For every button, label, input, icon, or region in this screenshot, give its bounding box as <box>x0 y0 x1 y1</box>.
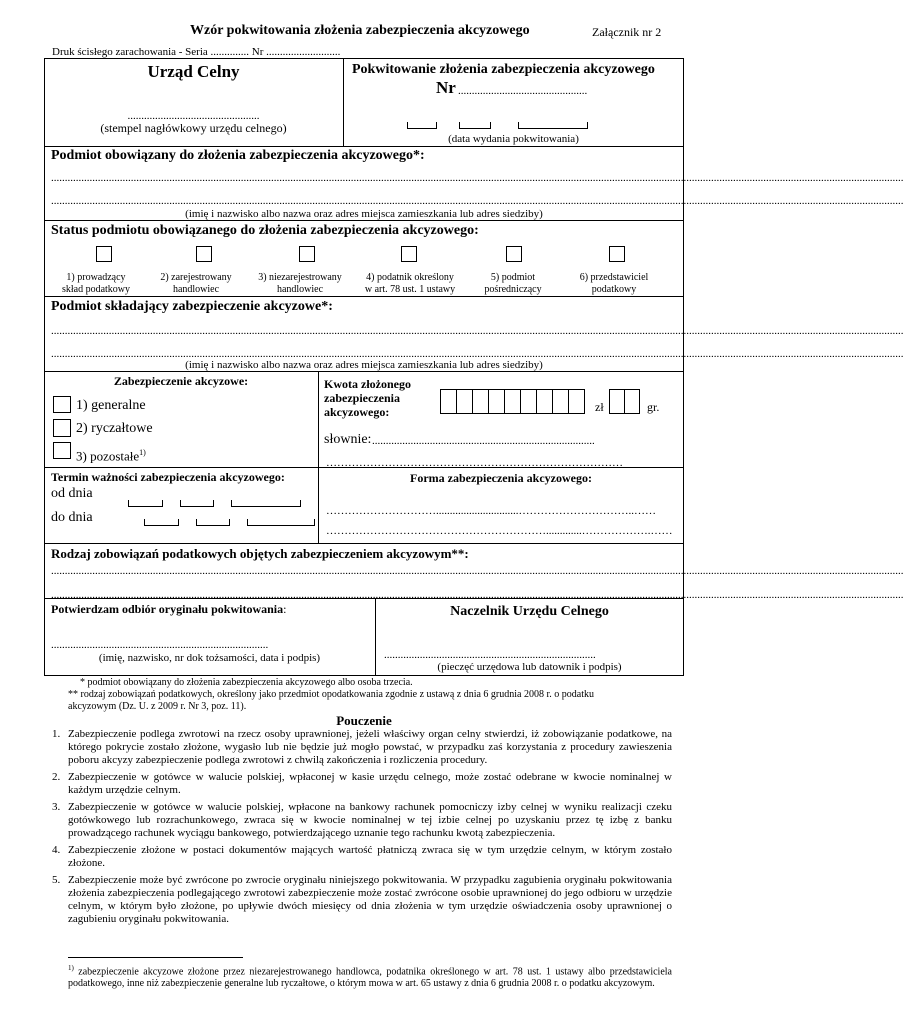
footnote: $^{1)}$ zabezpieczenie akcyzowe złożone przez niezarejestrowanego handlowca, podatnika określonego w art. 78 ust. 1 ustawy albo przedstawiciela podatkowego, inne niż zabezpieczenie generalne lub ryczałtowe, o którym mowa w art. 65 ustawy z dnia 6 grudnia 2008 r. o podatku akcyzowym. <box>68 964 672 990</box>
from-year-box[interactable] <box>231 500 301 507</box>
submitter-caption: (imię i nazwisko albo nazwa oraz adres miejsca zamieszkania lub adres siedziby) <box>185 359 543 371</box>
chief-title: Naczelnik Urzędu Celnego <box>450 604 609 619</box>
date-month-box[interactable] <box>459 122 491 129</box>
status-checkbox-6[interactable] <box>609 246 625 262</box>
pouczenie-item: 1. Zabezpieczenie podlega zwrotowi na rzecz osoby uprawnionej, jeżeli właściwy organ celny stwierdzi, iż zobowiązanie podatkowe, na którego pokrycie zostało złożone, wygasło lub nie będzie już mogło powstać, w przypadku zaś korzystania z procedury zawieszenia poboru akcyzy zabezpieczenie podlega zwrotowi z chwilą zakończenia i rozliczenia procedury. <box>52 728 672 766</box>
obligations-line-2[interactable]: ...................................................................................................................................................................................................................................................................................................................... <box>51 589 904 601</box>
confirm-caption: (imię, nazwisko, nr dok tożsamości, data i podpis) <box>98 652 321 664</box>
status-option-5: 5) podmiot pośredniczący <box>484 272 542 295</box>
status-checkbox-1[interactable] <box>96 246 112 262</box>
status-option-6: 6) przedstawiciel podatkowy <box>579 272 649 295</box>
from-month-box[interactable] <box>180 500 214 507</box>
validity-title: Termin ważności zabezpieczenia akcyzowego: <box>51 470 285 484</box>
divider <box>44 467 684 468</box>
validity-from-label: od dnia <box>51 486 93 501</box>
form-line-1[interactable]: …………………………..............................…………………………..…… <box>326 505 656 517</box>
pouczenie-title: Pouczenie <box>336 713 392 728</box>
annex-label: Załącznik nr 2 <box>592 25 662 39</box>
divider <box>44 146 684 147</box>
security-checkbox-lump[interactable] <box>53 419 71 437</box>
divider <box>44 296 684 297</box>
to-month-box[interactable] <box>196 519 230 526</box>
zl-label: zł <box>595 400 604 414</box>
footnote-separator <box>68 957 243 958</box>
status-checkbox-2[interactable] <box>196 246 212 262</box>
note-asterisk: * podmiot obowiązany do złożenia zabezpieczenia akcyzowego albo osoba trzecia. <box>80 677 413 688</box>
obligated-line-2[interactable]: ...................................................................................................................................................................................................................................................................................................................... <box>51 195 904 207</box>
divider <box>44 220 684 221</box>
confirm-title: Potwierdzam odbiór oryginału pokwitowania: <box>51 602 287 616</box>
pouczenie-item: 5. Zabezpieczenie może być zwrócone po zwrocie oryginału niniejszego pokwitowania. W przypadku zagubienia oryginału pokwitowania złożenia zabezpieczenia podlegającego zwrotowi zabezpieczenie może zostać zwrócone osobie uprawnionej do jego odbioru w urzędzie celnym, w którym było złożone, po upływie dwóch miesięcy od dnia złożenia w tym urzędzie oświadczenia osoby uprawnionej o zagubieniu oryginału pokwitowania. <box>52 874 672 925</box>
security-title: Zabezpieczenie akcyzowe: <box>113 374 249 388</box>
status-option-3: 3) niezarejestrowany handlowiec <box>258 272 342 295</box>
form-line-2[interactable]: …………………………………………………….............……………….…… <box>326 525 673 537</box>
security-option-other: 3) pozostałe$^{1)}$ <box>76 448 146 464</box>
date-day-box[interactable] <box>407 122 437 129</box>
security-option-lump: 2) ryczałtowe <box>76 421 153 436</box>
amount-words-field-2[interactable]: ……………………………………………………………………… <box>326 457 623 469</box>
obligated-title: Podmiot obowiązany do złożenia zabezpieczenia akcyzowego*: <box>51 148 425 163</box>
amount-gr-cells[interactable] <box>609 389 639 414</box>
pouczenie-item: 3. Zabezpieczenie w gotówce w walucie polskiej, wpłacone na bankowy rachunek pomocniczy izby celnej w wyniku realizacji czeku gotówkowego lub rozrachunkowego, zwraca się w kwocie nominalnej w tej izbie celnej po uzyskaniu przez tę izbę z banku prowadzącego rachunek wyciągu bankowego, potwierdzającego uznanie tego rachunku kwotą zabezpieczenia. <box>52 801 672 839</box>
receipt-nr-label: Nr <box>436 78 456 97</box>
obligations-line-1[interactable]: ...................................................................................................................................................................................................................................................................................................................... <box>51 565 904 577</box>
from-day-box[interactable] <box>128 500 163 507</box>
submitter-line-1[interactable]: ...................................................................................................................................................................................................................................................................................................................... <box>51 325 904 337</box>
status-option-2: 2) zarejestrowany handlowiec <box>160 272 232 295</box>
stamp-caption: (stempel nagłówkowy urzędu celnego) <box>100 121 287 135</box>
confirm-signature-field[interactable]: ............................................................................... <box>51 639 269 651</box>
amount-title: Kwota złożonego zabezpieczenia akcyzowego: <box>324 377 411 419</box>
date-year-box[interactable] <box>518 122 588 129</box>
note-double-asterisk: ** rodzaj zobowiązań podatkowych, określony jako przedmiot opodatkowania zgodnie z ustawą z dnia 6 grudnia 2008 r. o podatku <box>68 689 594 700</box>
validity-to-label: do dnia <box>51 510 93 525</box>
obligated-caption: (imię i nazwisko albo nazwa oraz adres miejsca zamieszkania lub adres siedziby) <box>185 208 543 220</box>
obligations-title: Rodzaj zobowiązań podatkowych objętych zabezpieczeniem akcyzowym**: <box>51 546 469 561</box>
divider <box>44 371 684 372</box>
security-checkbox-general[interactable] <box>53 396 71 413</box>
date-caption: (data wydania pokwitowania) <box>448 133 579 145</box>
pouczenie-item: 2. Zabezpieczenie w gotówce w walucie polskiej, wpłaconej w kasie urzędu celnego, może zostać odebrane w kwocie nominalnej w każdym urzędzie celnym. <box>52 771 672 796</box>
obligated-line-1[interactable]: ...................................................................................................................................................................................................................................................................................................................... <box>51 172 904 184</box>
security-checkbox-other[interactable] <box>53 442 71 459</box>
druk-line: Druk ścisłego zarachowania - Seria .............. Nr ........................... <box>52 46 341 58</box>
status-checkbox-3[interactable] <box>299 246 315 262</box>
submitter-title: Podmiot składający zabezpieczenie akcyzowe*: <box>51 299 333 314</box>
document-title: Wzór pokwitowania złożenia zabezpieczenia akcyzowego <box>190 23 530 38</box>
stamp-dots: ................................................ <box>127 110 260 122</box>
divider <box>318 371 319 543</box>
chief-signature-field[interactable]: ............................................................................. <box>384 649 596 661</box>
status-checkbox-4[interactable] <box>401 246 417 262</box>
note-double-asterisk-cont: akcyzowym (Dz. U. z 2009 r. Nr 3, poz. 11). <box>68 701 247 712</box>
to-year-box[interactable] <box>247 519 315 526</box>
divider <box>44 543 684 544</box>
status-option-4: 4) podatnik określony w art. 78 ust. 1 ustawy <box>364 272 456 295</box>
chief-caption: (pieczęć urzędowa lub datownik i podpis) <box>437 661 622 673</box>
status-option-1: 1) prowadzący skład podatkowy <box>61 272 131 295</box>
pouczenie-item: 4. Zabezpieczenie złożone w postaci dokumentów mających wartość płatniczą zwraca się w tym urzędzie celnym, w którym zostało złożone. <box>52 844 672 869</box>
to-day-box[interactable] <box>144 519 179 526</box>
status-checkbox-5[interactable] <box>506 246 522 262</box>
gr-label: gr. <box>647 400 660 414</box>
submitter-line-2[interactable]: ...................................................................................................................................................................................................................................................................................................................... <box>51 348 904 360</box>
amount-words-field[interactable]: ................................................................................. <box>372 435 595 447</box>
divider <box>44 598 684 599</box>
receipt-nr-field[interactable]: ............................................... <box>458 85 588 97</box>
pouczenie-list <box>52 728 672 930</box>
form-title: Forma zabezpieczenia akcyzowego: <box>410 471 592 485</box>
status-title: Status podmiotu obowiązanego do złożenia zabezpieczenia akcyzowego: <box>51 223 479 238</box>
words-label: słownie: <box>324 432 372 447</box>
amount-zl-cells[interactable] <box>440 389 584 414</box>
security-option-general: 1) generalne <box>76 398 146 413</box>
receipt-title: Pokwitowanie złożenia zabezpieczenia akcyzowego <box>352 62 655 77</box>
office-title: Urząd Celny <box>147 62 240 81</box>
